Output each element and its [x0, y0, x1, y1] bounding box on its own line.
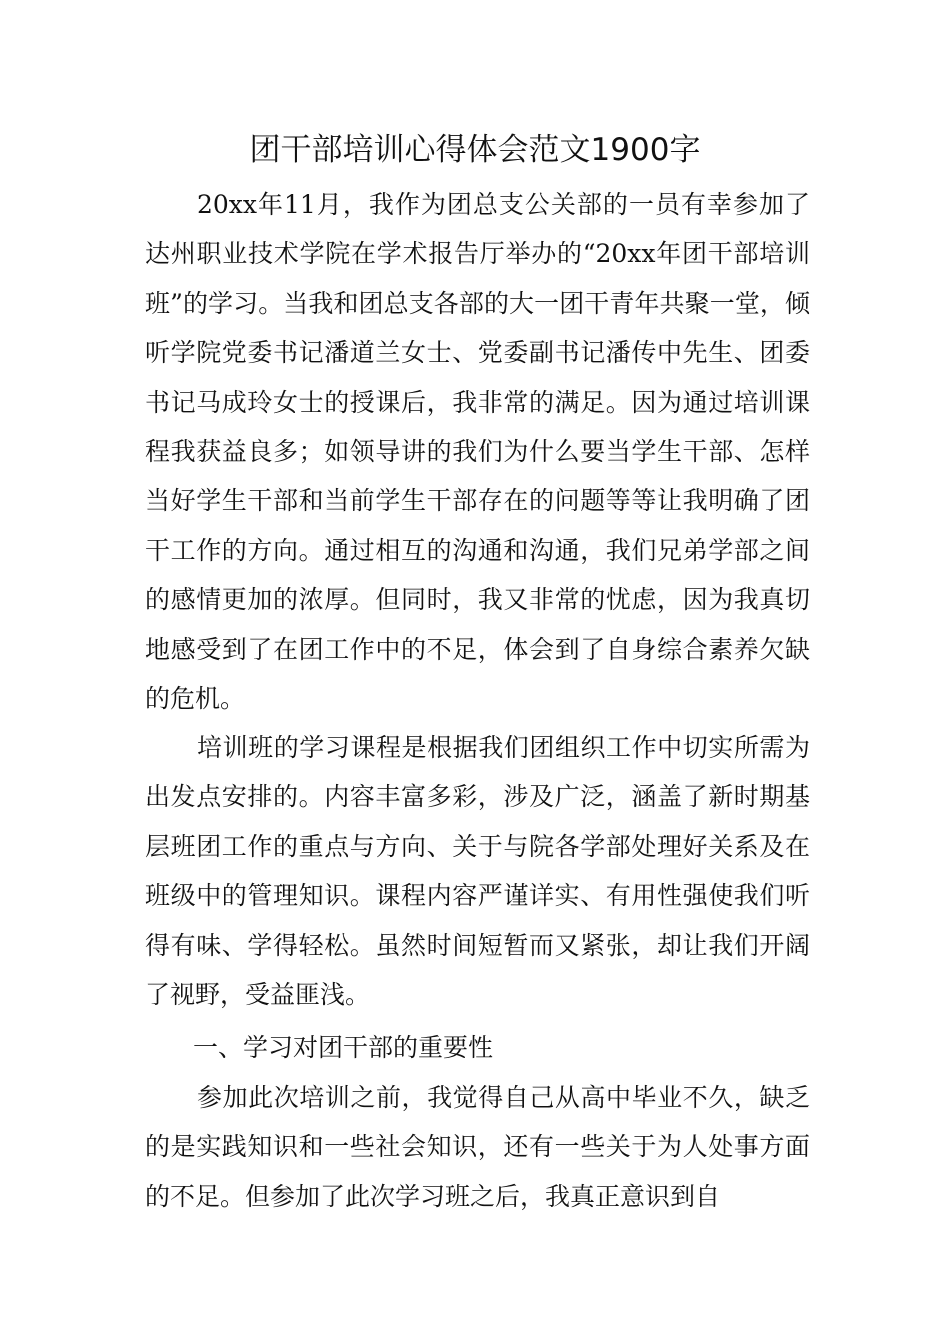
paragraph-2: 培训班的学习课程是根据我们团组织工作中切实所需为出发点安排的。内容丰富多彩，涉及广泛，涵盖了新时期基层班团工作的重点与方向、关于与院各学部处理好关系及在班级中的管理知识。课程内容严谨详实、有用性强使我们听得有味、学得轻松。虽然时间短暂而又紧张，却让我们开阔了视野，受益匪浅。 — [145, 733, 810, 1010]
paragraph-1: 20xx年11月，我作为团总支公关部的一员有幸参加了达州职业技术学院在学术报告厅举办的“20xx年团干部培训班”的学习。当我和团总支各部的大一团干青年共聚一堂，倾听学院党委书记潘道兰女士、党委副书记潘传中先生、团委书记马成玲女士的授课后，我非常的满足。因为通过培训课程我获益良多；如领导讲的我们为什么要当学生干部、怎样当好学生干部和当前学生干部存在的问题等等让我明确了团干工作的方向。通过相互的沟通和沟通，我们兄弟学部之间的感情更加的浓厚。但同时，我又非常的忧虑，因为我真切地感受到了在团工作中的不足，体会到了自身综合素养欠缺的危机。 — [145, 190, 810, 714]
paragraph-3: 参加此次培训之前，我觉得自己从高中毕业不久，缺乏的是实践知识和一些社会知识，还有一些关于为人处事方面的不足。但参加了此次学习班之后，我真正意识到自 — [145, 1083, 810, 1211]
section-heading: 一、学习对团干部的重要性 — [193, 1033, 494, 1062]
document-title: 团干部培训心得体会范文1900字 — [249, 132, 701, 168]
